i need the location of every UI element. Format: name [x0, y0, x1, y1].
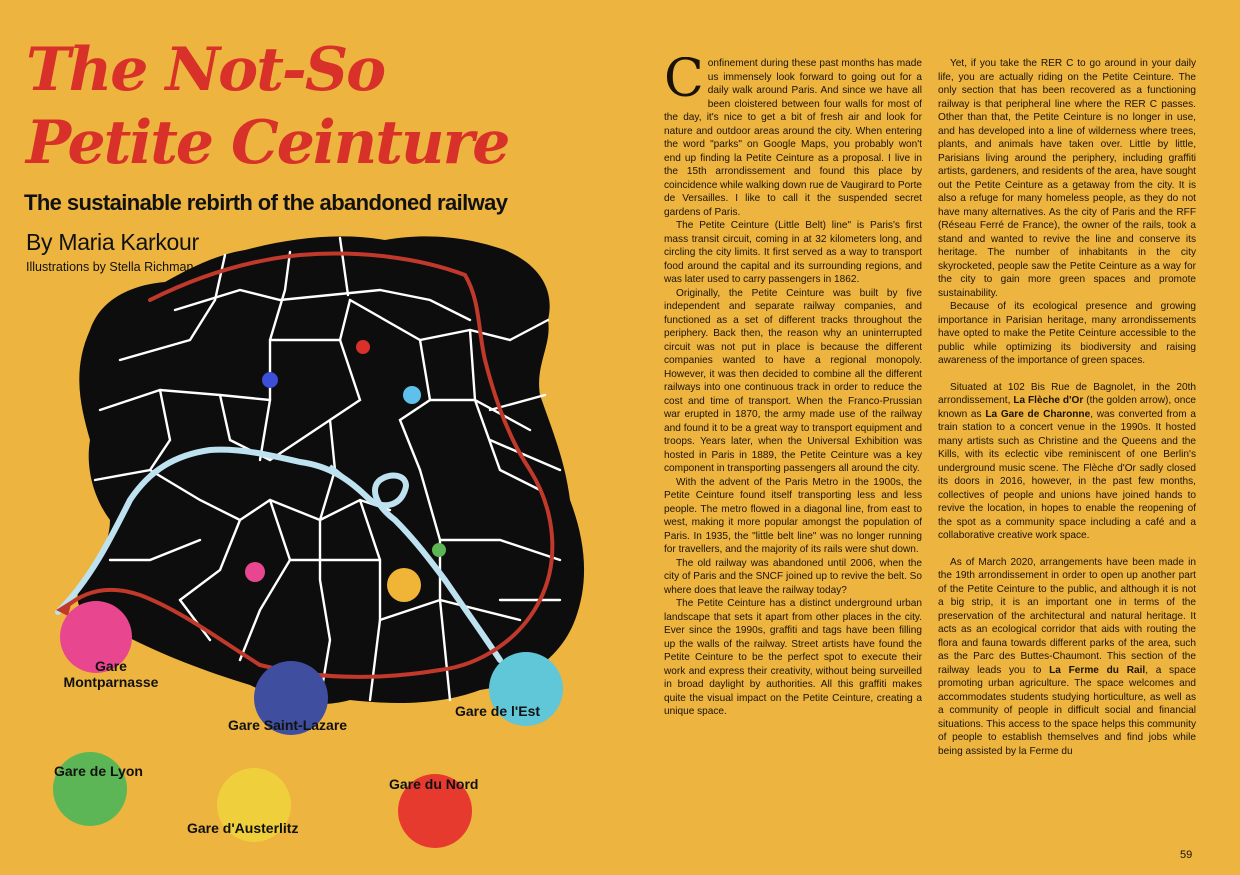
map-dot-light-blue	[403, 386, 421, 404]
station-label-saint-lazare: Gare Saint-Lazare	[228, 717, 348, 733]
article-subtitle: The sustainable rebirth of the abandoned railway	[24, 190, 508, 215]
p10-text-a: As of March 2020, arrangements have been made in the 19th arrondissement in order to open up another part of the Petite Ceinture to the public, and although it is not a big strip, it is an important one in terms of the preservation of the architectural and natural heritage. It acts as an ecological corridor that aids with routing the flora and fauna towards different parks of the area, such as the Parc des Buttes-Chaumont. This section of the railway leads you to	[938, 556, 1196, 676]
article-title-line-2: Petite Ceinture	[26, 108, 509, 178]
article-paragraph-7: Yet, if you take the RER C to go around in your daily life, you are actually riding on the Petite Ceinture. The only section that has been recovered as a functioning railway is that peripheral line where the RER C passes. Other than that, the Petite Ceinture is no longer in use, and has developed into a line of wilderness where trees, plants, and animals have taken over. Little by little, Parisians living around the periphery, including graffiti artists, gardeners, and residents of the area, have sought out the Petite Ceinture as a getaway from the city. It is also a refuge for many homeless people, as they do not have many alternatives. As the city of Paris and the RFF (Réseau Ferré de France), the owner of the rails, took a stand and wanted to revive the line and conserve its heritage. The number of inhabitants in the city skyrocketed, people saw the Petite Ceinture as a way for the city to gain more green spaces and promote sustainability.	[938, 58, 1196, 299]
p10-text-c: , a space promoting urban agriculture. The space welcomes and accommodates students studying horticulture, as well as a community of people in difficult social and financial situations. This access to the space helps this community of people to establish themselves and find jobs while being assisted by la Ferme du	[938, 664, 1196, 757]
article-paragraph-8: Because of its ecological presence and growing importance in Parisian heritage, many arrondissements have opted to make the Petite Ceinture accessible to the public while optimizing its biodiversity and raising awareness of the importance of green spaces.	[938, 301, 1196, 366]
article-paragraph-9	[938, 381, 1196, 543]
p9-text-c: (the golden arrow), once known as	[938, 395, 1196, 420]
article-paragraph-3: Originally, the Petite Ceinture was built by five independent and separate railway companies, and functioned as a set of different tracks throughout the periphery. Back then, the reason why an uninterrupted circuit was not put in place is because the different companies wanted to have a regional monopoly. However, it was then decided to combine all the different railways into one continuous track in order to reduce the cost and time of transport. When the Franco-Prussian war erupted in 1870, the army made use of the railway and found it to be a great way to transport equipment and troops. Years later, when the Universal Exhibition was hosted in Paris in 1889, the Petite Ceinture was a key component in transporting passengers all around the city.	[664, 287, 922, 474]
station-label-nord: Gare du Nord	[389, 776, 479, 792]
la-fleche-dor-name: La Flèche d'Or	[1013, 395, 1084, 406]
station-label-lyon: Gare de Lyon	[54, 763, 143, 779]
la-ferme-du-rail-name: La Ferme du Rail	[1049, 664, 1146, 676]
article-title-line-1: The Not-So	[26, 35, 385, 105]
article-paragraph-4: With the advent of the Paris Metro in the 1900s, the Petite Ceinture found itself transporting less and less people. The metro flowed in a diagonal line, from east to west, making it more popular amongst the population of Paris. In 1935, the "little belt line" was no longer running for travellers, and the majority of its rails were shut down.	[664, 476, 922, 555]
article-column-1	[664, 57, 922, 827]
station-label-est: Gare de l'Est	[455, 703, 541, 719]
map-dot-red	[356, 340, 370, 354]
drop-cap: C	[664, 57, 704, 109]
map-dot-blue	[262, 372, 278, 388]
station-label-austerlitz: Gare d'Austerlitz	[187, 820, 299, 836]
map-dot-orange	[387, 568, 421, 602]
p9-text-a: Situated at 102 Bis Rue de Bagnolet, in the 20th arrondissement,	[938, 381, 1196, 406]
article-column-2	[938, 57, 1196, 827]
station-label-montparnasse-line1: Gare	[95, 658, 127, 674]
article-paragraph-1-text: onfinement during these past months has made us immensely look forward to going out for a daily walk around Paris. And since we have all been cloistered between four walls for most of the day, it's nice to get a bit of fresh air and look for nature and outdoor areas around the city. When entering the word "parks" on Google Maps, you probably won't end up finding la Petite Ceinture as a proposal. I live in the 15th arrondissement and found this place by coincidence while walking down rue de Vaugirard to Porte de Versailles. I like to call it the suspended secret gardens of Paris.	[664, 58, 922, 218]
page-number: 59	[1180, 849, 1193, 861]
article-paragraph-1	[664, 57, 922, 219]
p9-text-d: , was converted from a train station to a concert venue in the 1990s. It hosted many artists such as Christine and the Queens and the Kills, with its eclectic vibe reminiscent of one Berlin's underground music scene. The Flèche d'Or sadly closed its doors in 2016, however, in the past few months, collectives of people and unions have joined hands to revive the location, in hopes to enable the reopening of the spot as a community space including a café and a collaborative creative work space.	[938, 408, 1196, 541]
station-label-montparnasse-line2: Montparnasse	[63, 674, 159, 690]
illustrations-credit: Illustrations by Stella Richman	[26, 260, 194, 274]
author-byline: By Maria Karkour	[26, 229, 199, 255]
map-dot-pink	[245, 562, 265, 582]
article-paragraph-2: The Petite Ceinture (Little Belt) line" is Paris's first mass transit circuit, coming in at 32 kilometers long, and circling the city limits. It first served as a way to transport food around the capital and its surrounding regions, and was later used to carry passengers in 1862.	[664, 220, 922, 285]
station-label-montparnasse	[52, 658, 170, 690]
la-gare-de-charonne-name: La Gare de Charonne	[985, 408, 1091, 420]
article-paragraph-5: The old railway was abandoned until 2006, when the city of Paris and the SNCF joined up to revive the belt. So where does that leave the railway today?	[664, 557, 922, 596]
map-dot-green	[432, 543, 446, 557]
article-paragraph-6: The Petite Ceinture has a distinct underground urban landscape that sets it apart from other places in the city. Ever since the 1990s, graffiti and tags have been filling up the walls of the railway. Street artists have found the Petite Ceinture to be the perfect spot to execute their work and express their creativity, without being surveilled in broad daylight by authorities. All this graffiti makes quite the visual impact on the Petite Ceinture, creating a unique space.	[664, 598, 922, 717]
article-paragraph-10	[938, 556, 1196, 759]
